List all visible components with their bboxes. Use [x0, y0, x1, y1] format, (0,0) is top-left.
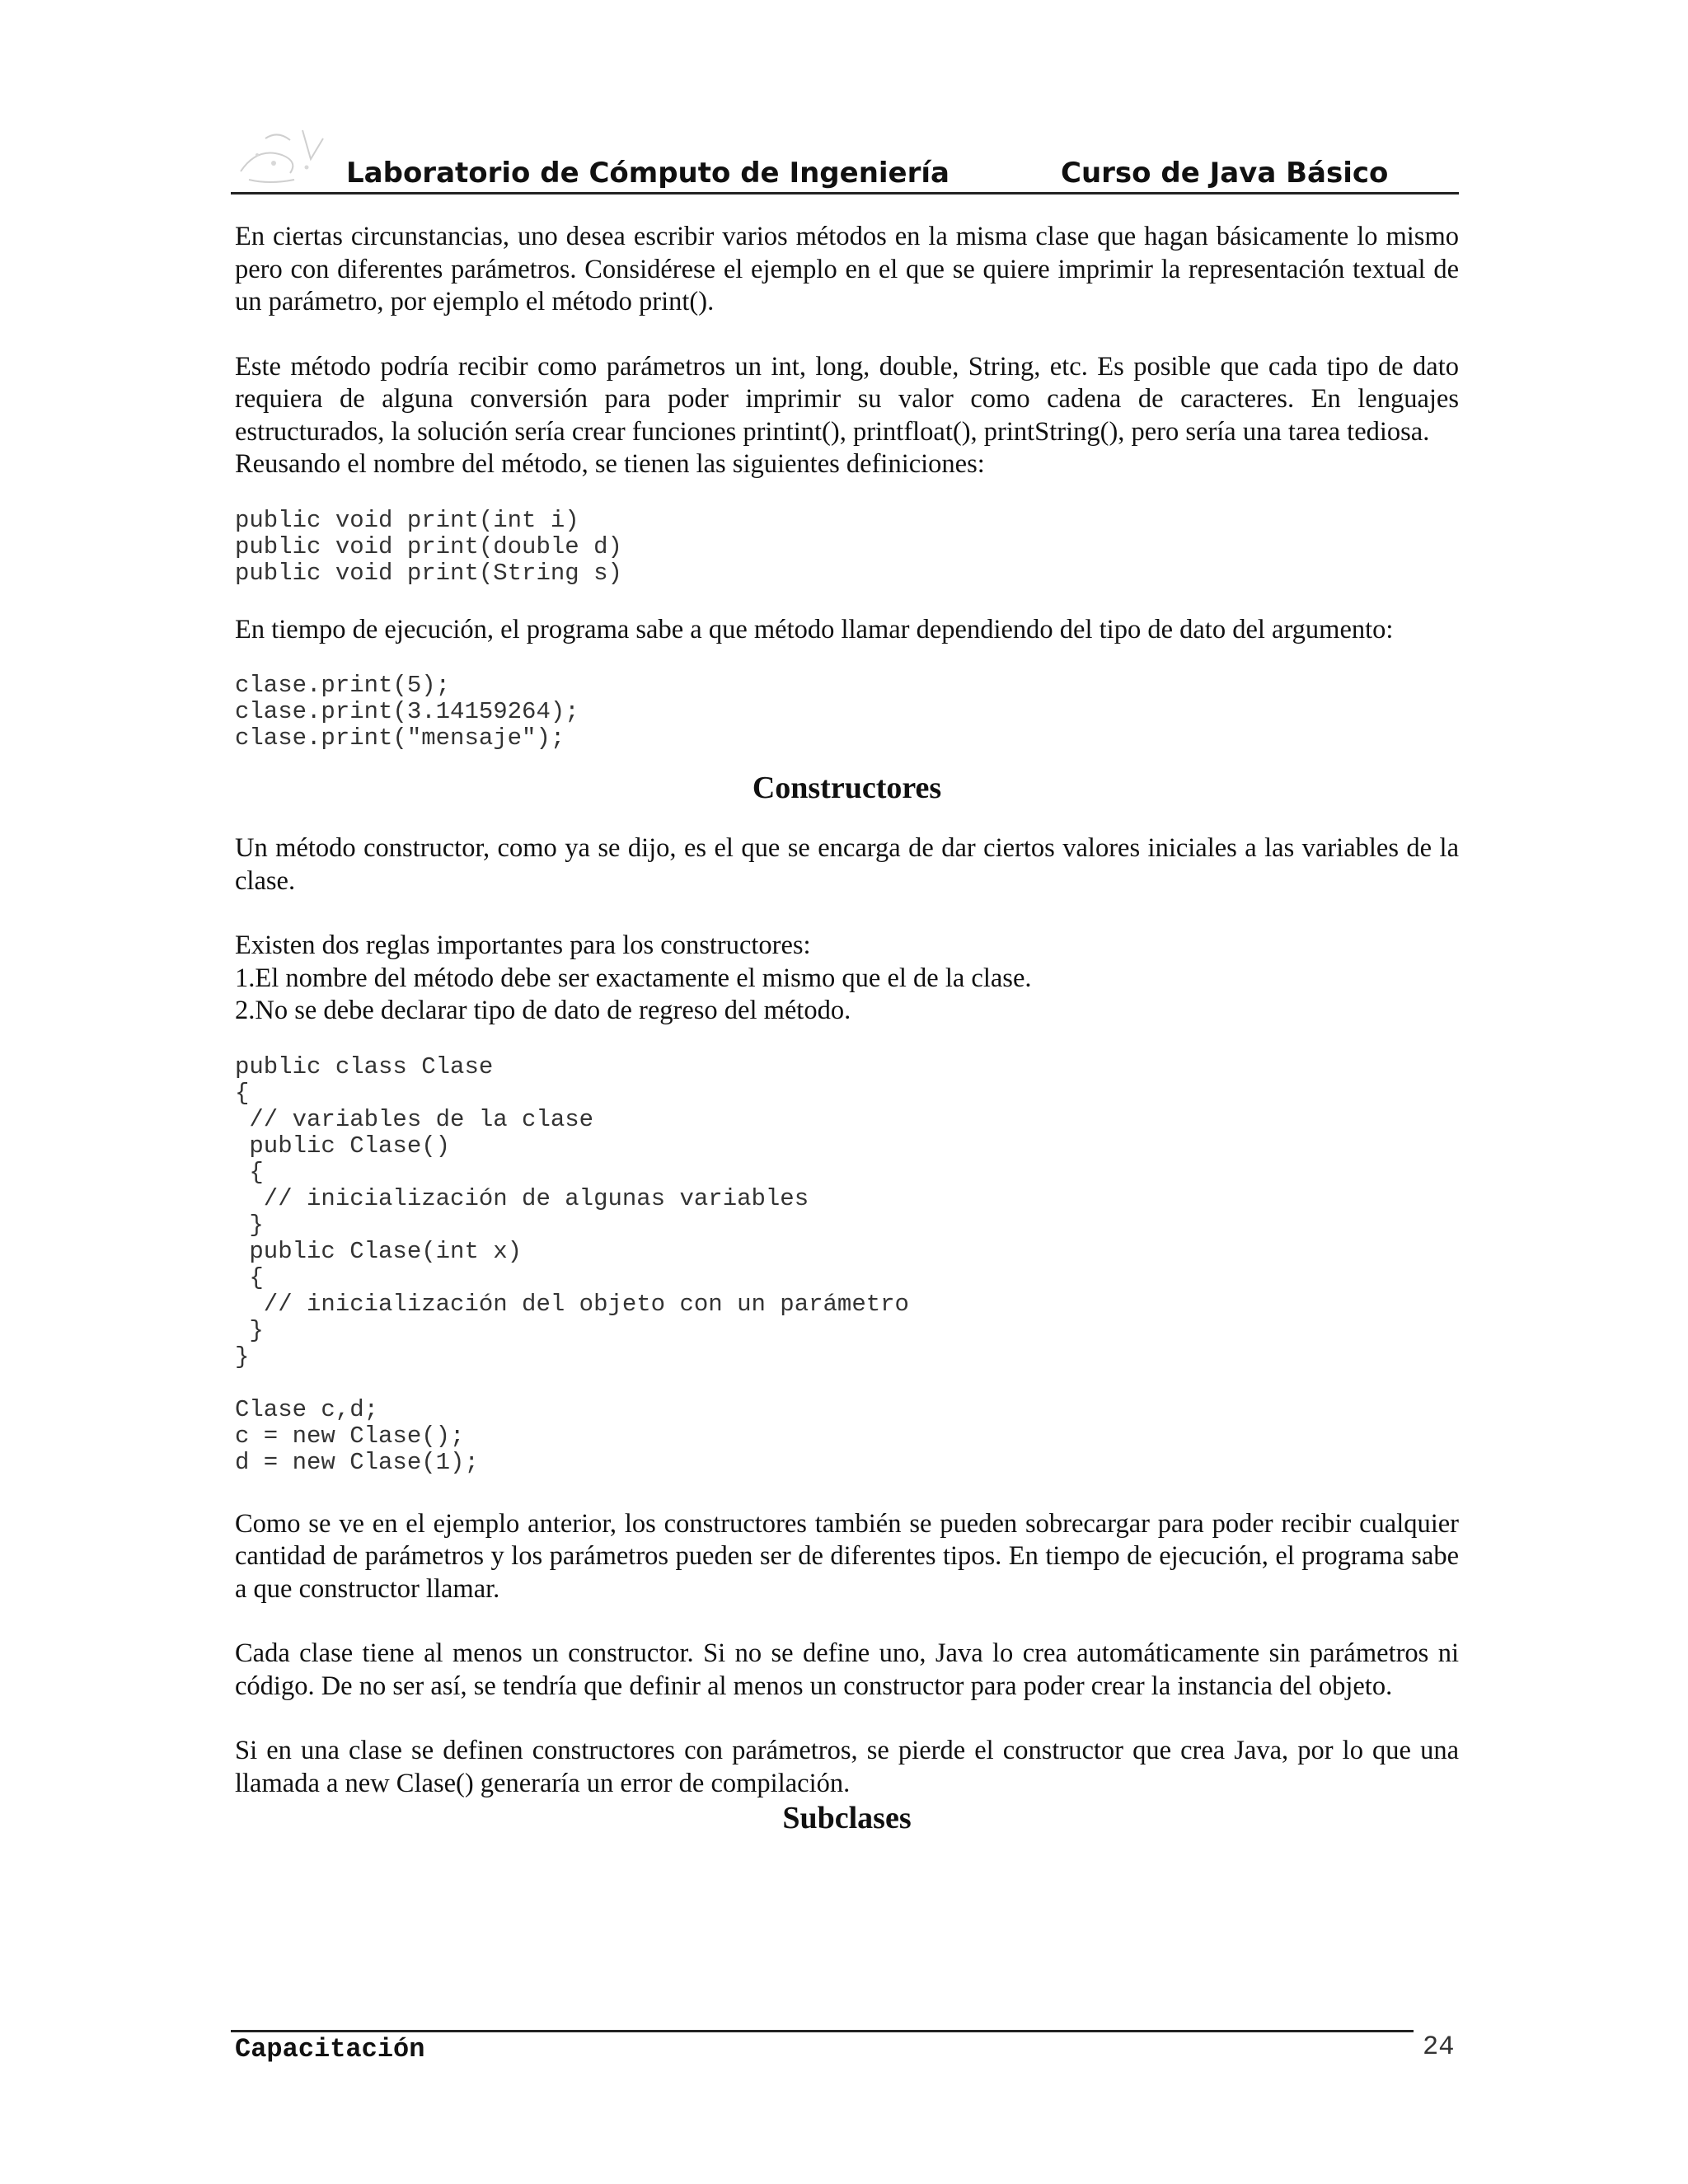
faded-logo-icon [232, 122, 340, 186]
code-block-class-definition: public class Clase { // variables de la clase public Clase() { // inicialización de algunas variables } public Clase(int x) { // inicialización del objeto con un parámetro } } [235, 1052, 909, 1371]
page-number: 24 [1423, 2032, 1455, 2062]
paragraph-constructor-definition: Un método constructor, como ya se dijo, es el que se encarga de dar ciertos valores iniciales a las variables de la clase. [235, 833, 1459, 896]
paragraph-default-constructor: Cada clase tiene al menos un constructor. Si no se define uno, Java lo crea automáticamente sin parámetros ni código. De no ser así, se tendría que definir al menos un constructor para poder crear la instancia del objeto. [235, 1638, 1459, 1701]
header-course-title: Curso de Java Básico [1061, 157, 1389, 190]
header-lab-title: Laboratorio de Cómputo de Ingeniería [346, 157, 950, 190]
footer-divider [231, 2030, 1414, 2032]
paragraph-print-types: Este método podría recibir como parámetros un int, long, double, String, etc. Es posible que cada tipo de dato requiera de alguna conversión para poder imprimir su valor como cadena de caracteres. En lenguajes estructurados, la solución sería crear funciones printint(), printfloat(), printString(), pero sería una tarea tediosa. [235, 351, 1459, 447]
code-block-instantiation: Clase c,d; c = new Clase(); d = new Clase(1); [235, 1395, 479, 1476]
constructor-rule-2: 2.No se debe declarar tipo de dato de regreso del método. [235, 996, 851, 1025]
paragraph-runtime-dispatch: En tiempo de ejecución, el programa sabe a que método llamar dependiendo del tipo de dato del argumento: [235, 614, 1394, 644]
header-divider [231, 192, 1459, 194]
section-heading-constructores: Constructores [752, 771, 942, 805]
paragraph-constructor-rules: Existen dos reglas importantes para los constructores: [235, 930, 811, 960]
paragraph-reuse-name: Reusando el nombre del método, se tienen las siguientes definiciones: [235, 449, 985, 479]
paragraph-overloading-intro: En ciertas circunstancias, uno desea escribir varios métodos en la misma clase que hagan básicamente lo mismo pero con diferentes parámetros. Considérese el ejemplo en el que se quiere imprimir la representación textual de un parámetro, por ejemplo el método print(). [235, 222, 1459, 316]
constructor-rule-1: 1.El nombre del método debe ser exactamente el mismo que el de la clase. [235, 963, 1032, 993]
paragraph-constructor-lost: Si en una clase se definen constructores con parámetros, se pierde el constructor que crea Java, por lo que una llamada a new Clase() generaría un error de compilación. [235, 1736, 1459, 1798]
code-block-print-calls: clase.print(5); clase.print(3.14159264); clase.print("mensaje"); [235, 672, 579, 752]
code-block-print-definitions: public void print(int i) public void print(double d) public void print(String s) [235, 506, 622, 587]
section-heading-subclases: Subclases [782, 1801, 912, 1835]
footer-label: Capacitación [235, 2034, 425, 2064]
page-body [235, 221, 1459, 1836]
paragraph-constructor-overloading: Como se ve en el ejemplo anterior, los constructores también se pueden sobrecargar para poder recibir cualquier cantidad de parámetros y los parámetros pueden ser de diferentes tipos. En tiempo de ejecución, el programa sabe a que constructor llamar. [235, 1508, 1459, 1604]
